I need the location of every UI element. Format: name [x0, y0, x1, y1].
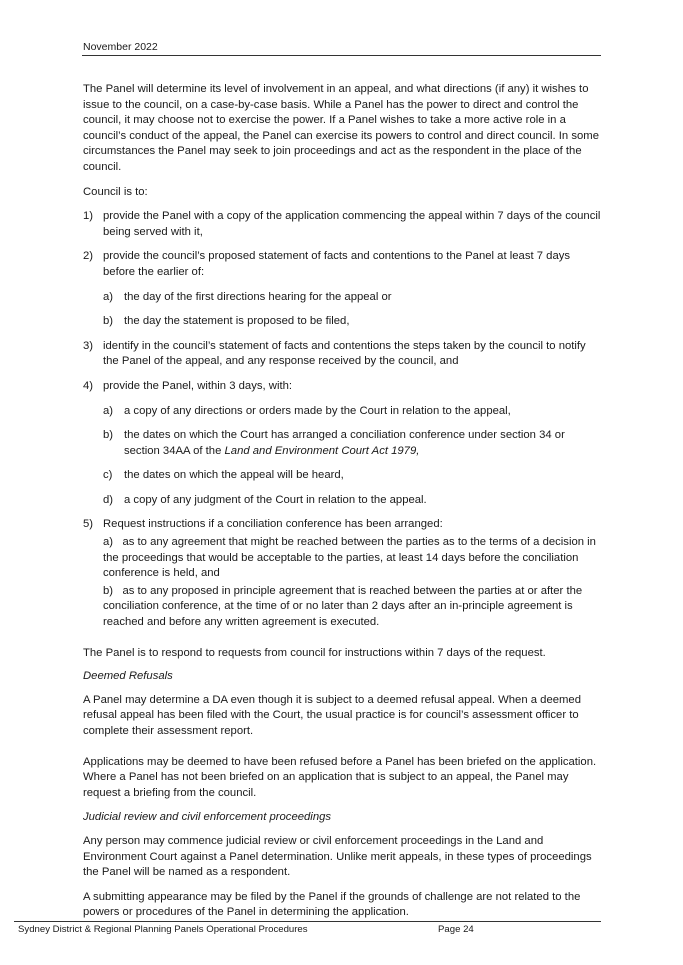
sub-item-2b — [103, 314, 603, 330]
sub-item-text: as to any proposed in principle agreement that is reached between the parties at or after the conciliation conference, at the time of or no later than 2 days after an in-principle agreement is reached and before any written agreement is executed. — [103, 584, 583, 629]
list-item-1 — [83, 209, 603, 240]
deemed-refusals-paragraph-2: Applications may be deemed to have been refused before a Panel has been briefed on the application. Where a Panel has not been briefed on an application that is subject to an appeal, the Panel may request a briefing from the council. — [83, 755, 597, 799]
sub-item-2a — [103, 290, 603, 306]
list-item-text: identify in the council’s statement of facts and contentions the steps taken by the council to notify the Panel of the appeal, and any response received by the council, and — [103, 339, 586, 368]
list-item-2 — [83, 249, 603, 280]
footer-divider — [14, 921, 601, 922]
deemed-refusals-heading: Deemed Refusals — [83, 670, 173, 683]
judicial-review-paragraph-2: A submitting appearance may be filed by the Panel if the grounds of challenge are not related to the powers or procedures of the Panel in determining the application. — [83, 890, 581, 919]
sub-item-text: a copy of any directions or orders made by the Court in relation to the appeal, — [124, 404, 511, 417]
sub-number: b) — [103, 315, 114, 328]
list-item-text: provide the Panel, within 3 days, with: — [103, 379, 293, 392]
sub-item-text: a copy of any judgment of the Court in relation to the appeal. — [124, 493, 427, 506]
intro-paragraph: The Panel will determine its level of involvement in an appeal, and what directions (if any) it wishes to issue to the council, on a case-by-case basis. While a Panel has the power to direct and control the council, it may choose not to exercise the power. If a Panel wishes to take a more active role in a council’s conduct of the appeal, the Panel can exercise its powers to control and direct council. In some circumstances the Panel may seek to join proceedings and act as the respondent in the place of the council. — [83, 83, 599, 173]
sub-item-text: the dates on which the appeal will be heard, — [124, 469, 344, 482]
footer-page-number: Page 24 — [438, 924, 474, 935]
list-item-3 — [83, 339, 603, 370]
sub-item-text-part: the dates on which the Court has arranged a conciliation conference under section 34 or section 34AA of the — [124, 429, 565, 457]
sub-item-text — [124, 429, 565, 457]
sub-item-4a — [103, 404, 603, 420]
list-number: 3) — [83, 339, 94, 352]
judicial-review-paragraph-1: Any person may commence judicial review or civil enforcement proceedings in the Land and Environment Court against a Panel determination. Unlike merit appeals, in these types of proceedings the Panel will be named as a respondent. — [83, 834, 592, 879]
list-item-text: provide the council’s proposed statement of facts and contentions to the Panel at least 7 days before the earlier of: — [103, 250, 571, 278]
list-number: 2) — [83, 250, 94, 263]
list-item-text: Request instructions if a conciliation conference has been arranged: — [103, 518, 443, 531]
sub-number: a) — [103, 536, 114, 549]
sub-number: b) — [103, 429, 114, 442]
list-number: 1) — [83, 210, 94, 223]
list-number: 4) — [83, 379, 94, 392]
act-title: Land and Environment Court Act 1979, — [224, 444, 420, 457]
header-divider — [82, 55, 601, 56]
footer-document-title: Sydney District & Regional Planning Panels Operational Procedures — [18, 924, 308, 935]
sub-number: c) — [103, 469, 113, 482]
sub-item-text: the day of the first directions hearing for the appeal or — [124, 290, 392, 303]
respond-paragraph: The Panel is to respond to requests from council for instructions within 7 days of the request. — [83, 646, 546, 659]
sub-number: a) — [103, 290, 114, 303]
council-is-to-label: Council is to: — [83, 185, 148, 198]
sub-item-4b — [103, 428, 603, 459]
sub-item-4c — [103, 468, 603, 484]
sub-item-4d — [103, 493, 603, 509]
list-item-4 — [83, 379, 603, 395]
sub-item-text: the day the statement is proposed to be filed, — [124, 315, 350, 328]
list-item-5 — [83, 517, 603, 630]
judicial-review-heading: Judicial review and civil enforcement proceedings — [83, 811, 332, 824]
header-date: November 2022 — [83, 41, 158, 53]
inline-sub-item-5a — [103, 535, 603, 582]
deemed-refusals-paragraph-1: A Panel may determine a DA even though it is subject to a deemed refusal appeal. When a deemed refusal appeal has been filed with the Court, the usual practice is for council’s assessment officer to complete their assessment report. — [83, 693, 581, 737]
sub-number: b) — [103, 584, 114, 597]
list-item-text: provide the Panel with a copy of the application commencing the appeal within 7 days of the council being served with it, — [103, 210, 601, 238]
sub-number: d) — [103, 493, 114, 506]
list-number: 5) — [83, 518, 94, 531]
inline-sub-item-5b — [103, 584, 603, 631]
sub-number: a) — [103, 404, 114, 417]
page-body — [83, 82, 603, 930]
sub-item-text: as to any agreement that might be reached between the parties as to the terms of a decision in the proceedings that would be acceptable to the parties, at least 14 days before the conciliation conference is held, and — [103, 536, 596, 580]
